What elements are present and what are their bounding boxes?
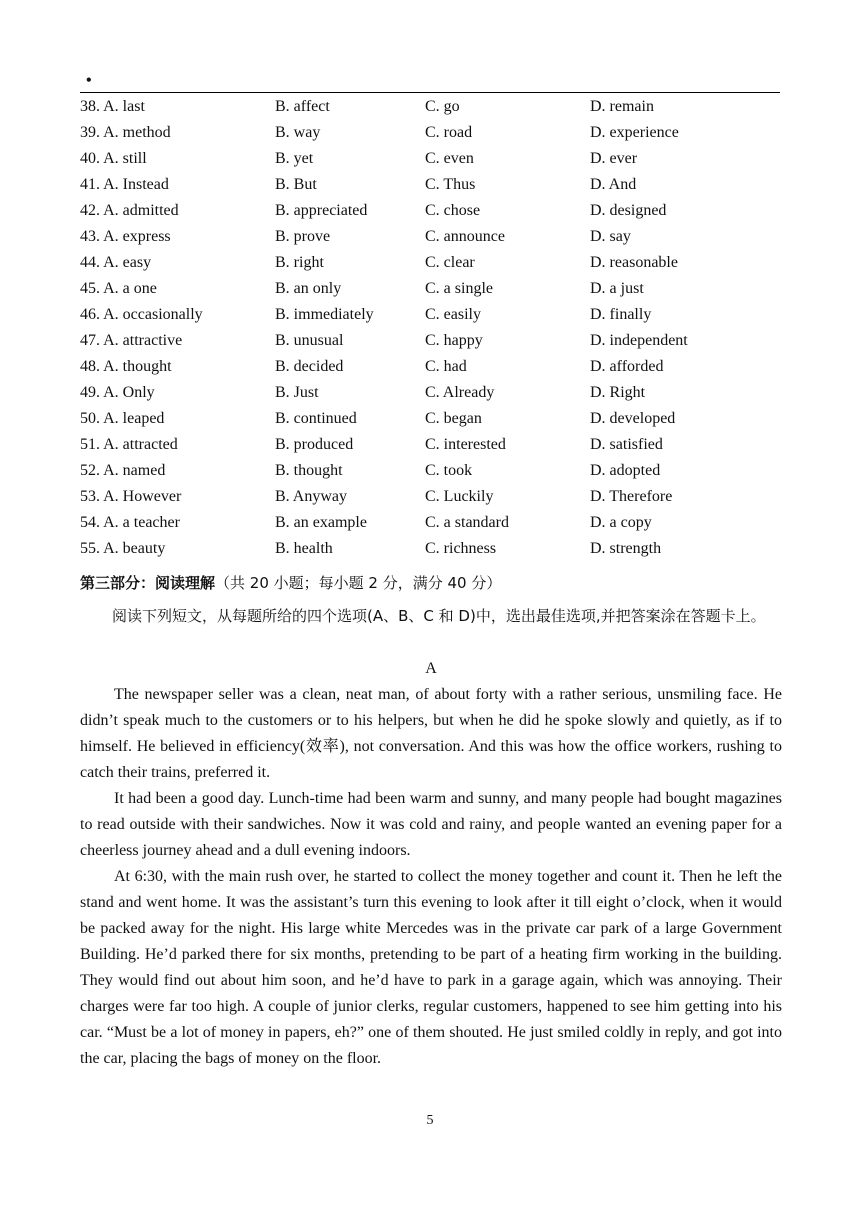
option-c: C. Luckily <box>425 488 494 505</box>
option-d: D. independent <box>590 332 688 349</box>
option-a: 40. A. still <box>80 150 147 167</box>
option-d: D. Right <box>590 384 646 401</box>
option-c: C. clear <box>425 254 475 271</box>
passage-paragraph: It had been a good day. Lunch-time had been warm and sunny, and many people had bought magazines to read outside with their sandwiches. Now it was cold and rainy, and people wanted an evening paper for a cheerless journey ahead and a dull evening indoors. <box>80 790 782 859</box>
option-row <box>80 250 780 276</box>
section-title: 第三部分：阅读理解 <box>80 574 216 592</box>
option-c: C. Thus <box>425 176 476 193</box>
passage-body <box>80 682 782 1072</box>
option-c: C. richness <box>425 540 497 557</box>
option-a: 45. A. a one <box>80 280 157 297</box>
option-b: B. prove <box>275 228 331 245</box>
option-row <box>80 432 780 458</box>
option-a: 49. A. Only <box>80 384 155 401</box>
option-a: 43. A. express <box>80 228 171 245</box>
option-a: 47. A. attractive <box>80 332 183 349</box>
option-d: D. ever <box>590 150 638 167</box>
option-a: 39. A. method <box>80 124 171 141</box>
option-d: D. reasonable <box>590 254 678 271</box>
option-b: B. an only <box>275 280 342 297</box>
option-c: C. a single <box>425 280 493 297</box>
option-b: B. an example <box>275 514 367 531</box>
option-c: C. began <box>425 410 482 427</box>
option-c: C. a standard <box>425 514 509 531</box>
option-d: D. afforded <box>590 358 664 375</box>
option-b: B. thought <box>275 462 343 479</box>
option-c: C. interested <box>425 436 506 453</box>
option-a: 48. A. thought <box>80 358 172 375</box>
option-b: B. appreciated <box>275 202 368 219</box>
option-row <box>80 172 780 198</box>
option-row <box>80 406 780 432</box>
option-row <box>80 276 780 302</box>
option-d: D. strength <box>590 540 662 557</box>
option-row <box>80 198 780 224</box>
option-d: D. And <box>590 176 637 193</box>
option-a: 38. A. last <box>80 98 145 115</box>
option-b: B. But <box>275 176 317 193</box>
option-row <box>80 354 780 380</box>
option-row <box>80 94 780 120</box>
option-d: D. say <box>590 228 631 245</box>
option-b: B. produced <box>275 436 354 453</box>
option-c: C. go <box>425 98 460 115</box>
option-b: B. immediately <box>275 306 374 323</box>
option-b: B. way <box>275 124 321 141</box>
option-b: B. Just <box>275 384 319 401</box>
option-a: 50. A. leaped <box>80 410 165 427</box>
option-d: D. experience <box>590 124 679 141</box>
option-d: D. satisfied <box>590 436 663 453</box>
option-b: B. yet <box>275 150 314 167</box>
option-c: C. chose <box>425 202 481 219</box>
option-b: B. affect <box>275 98 330 115</box>
option-c: C. Already <box>425 384 495 401</box>
option-d: D. designed <box>590 202 667 219</box>
option-d: D. a copy <box>590 514 652 531</box>
option-b: B. Anyway <box>275 488 347 505</box>
option-a: 51. A. attracted <box>80 436 178 453</box>
option-d: D. a just <box>590 280 644 297</box>
option-d: D. developed <box>590 410 676 427</box>
option-a: 46. A. occasionally <box>80 306 203 323</box>
options-list <box>80 94 780 562</box>
option-b: B. decided <box>275 358 344 375</box>
passage-paragraph: At 6:30, with the main rush over, he started to collect the money together and count it. Then he left the stand and went home. It was the assistant’s turn this evening to look after it till eight o’clock, when it would be packed away for the night. His large white Mercedes was in the private car park of a large Government Building. He’d parked there for six months, pretending to be part of a heating firm working in the building. They would find out about him soon, and he’d have to park in a garage again, which was annoying. Their charges were far too high. A couple of junior clerks, regular customers, happened to see him getting into his car. “Must be a lot of money in papers, eh?” one of them shouted. He just smiled coldly in reply, and got into the car, placing the bags of money on the floor. <box>80 868 782 1067</box>
option-row <box>80 510 780 536</box>
option-c: C. road <box>425 124 473 141</box>
section-instructions: 阅读下列短文，从每题所给的四个选项(A、B、C 和 D)中，选出最佳选项,并把答案涂在答题卡上。 <box>112 607 766 625</box>
option-row <box>80 302 780 328</box>
option-row <box>80 380 780 406</box>
section-subtitle: （共 20 小题；每小题 2 分，满分 40 分） <box>215 574 502 592</box>
option-row <box>80 328 780 354</box>
option-a: 52. A. named <box>80 462 166 479</box>
option-b: B. right <box>275 254 324 271</box>
option-b: B. continued <box>275 410 357 427</box>
option-row <box>80 484 780 510</box>
option-c: C. had <box>425 358 467 375</box>
header-rule <box>80 92 780 93</box>
option-d: D. finally <box>590 306 652 323</box>
option-row <box>80 224 780 250</box>
option-d: D. remain <box>590 98 654 115</box>
option-a: 53. A. However <box>80 488 182 505</box>
passage-paragraph: The newspaper seller was a clean, neat man, of about forty with a rather serious, unsmiling face. He didn’t speak much to the customers or to his helpers, but when he did he spoke slowly and quietly, as if to himself. He believed in efficiency(效率), not conversation. And this was how the office workers, rushing to catch their trains, preferred it. <box>80 686 782 781</box>
header-mark: • <box>86 72 92 89</box>
option-d: D. adopted <box>590 462 661 479</box>
option-a: 54. A. a teacher <box>80 514 180 531</box>
passage-letter: A <box>425 660 437 677</box>
option-row <box>80 536 780 562</box>
option-row <box>80 458 780 484</box>
option-a: 41. A. Instead <box>80 176 169 193</box>
option-a: 42. A. admitted <box>80 202 179 219</box>
option-d: D. Therefore <box>590 488 673 505</box>
page-number: 5 <box>426 1113 434 1128</box>
option-b: B. health <box>275 540 333 557</box>
option-c: C. easily <box>425 306 481 323</box>
option-row <box>80 146 780 172</box>
option-b: B. unusual <box>275 332 344 349</box>
section-heading <box>80 570 501 596</box>
option-c: C. even <box>425 150 474 167</box>
option-a: 55. A. beauty <box>80 540 166 557</box>
option-c: C. happy <box>425 332 483 349</box>
option-c: C. took <box>425 462 473 479</box>
option-c: C. announce <box>425 228 505 245</box>
option-a: 44. A. easy <box>80 254 152 271</box>
option-row <box>80 120 780 146</box>
